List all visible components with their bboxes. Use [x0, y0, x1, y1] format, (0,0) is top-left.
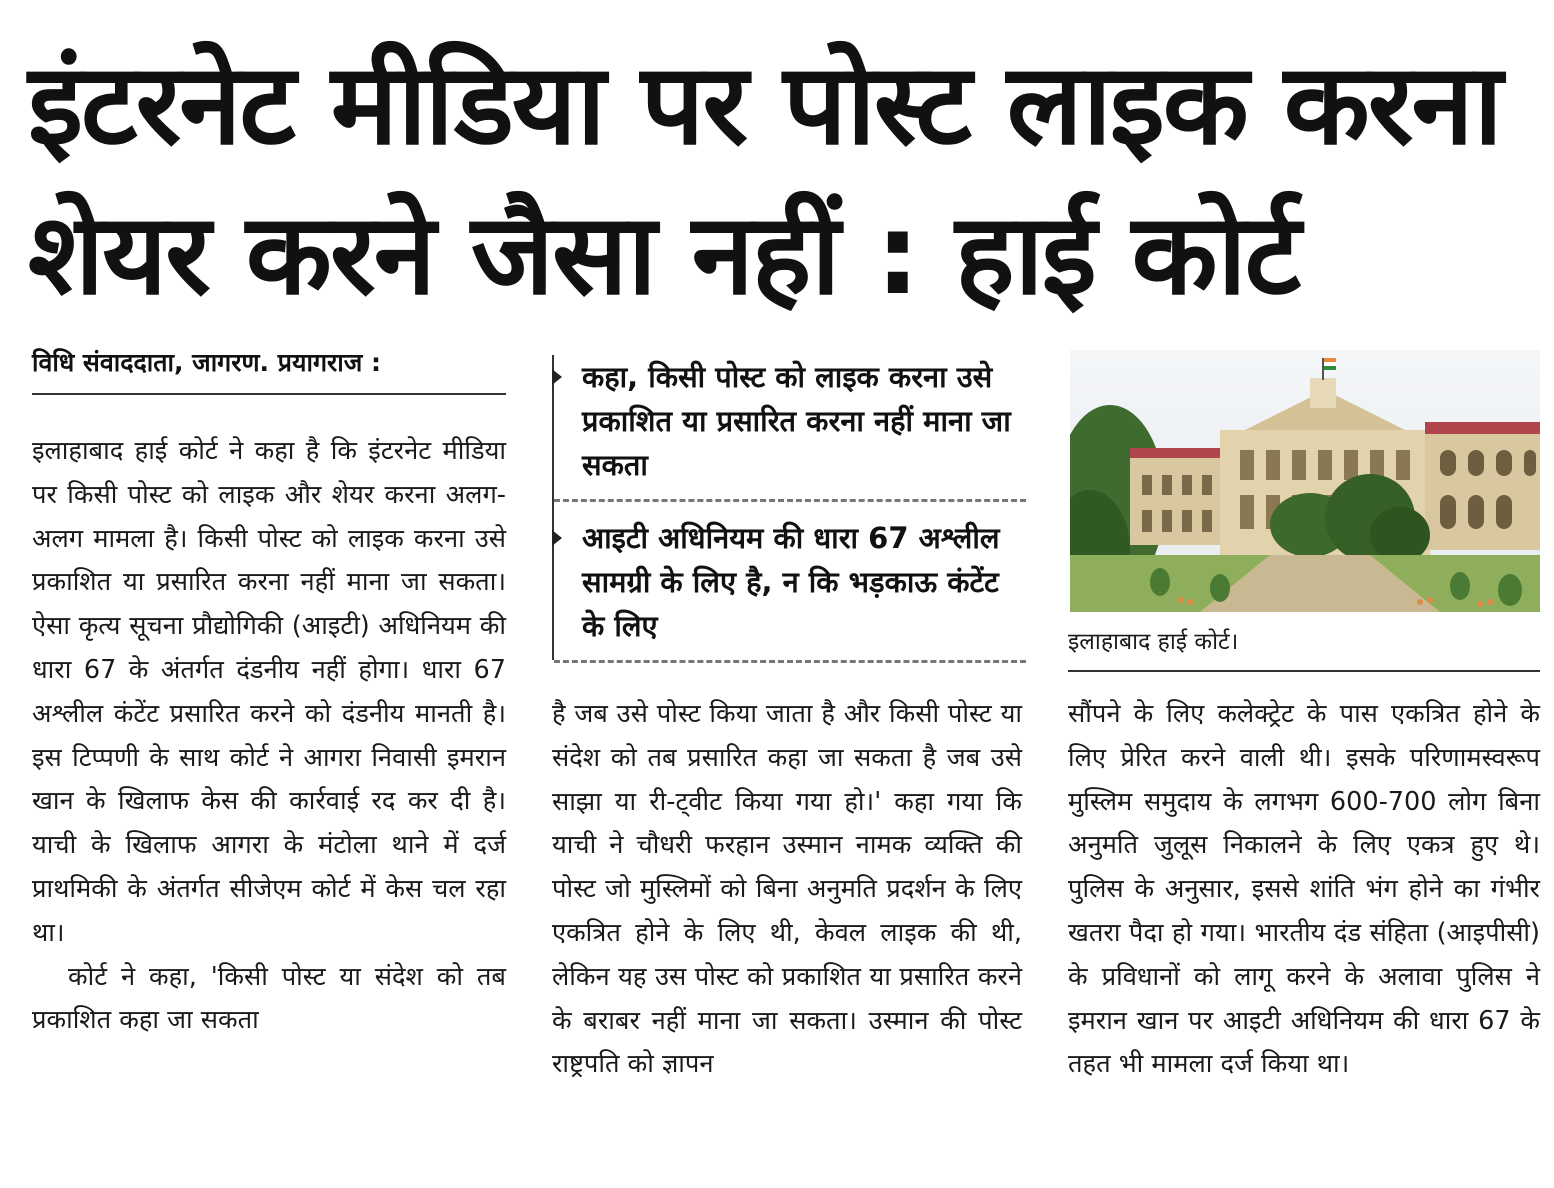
byline: विधि संवाददाता, जागरण. प्रयागराज :	[32, 345, 506, 395]
highlight-item	[554, 355, 1026, 502]
highlight-text: कहा, किसी पोस्ट को लाइक करना उसे प्रकाशित या प्रसारित करना नहीं माना जा सकता	[582, 360, 1011, 482]
headline-line-2: शेयर करने जैसा नहीं : हाई कोर्ट	[28, 190, 1300, 320]
article-column-3	[1068, 693, 1540, 1087]
article-paragraph: कोर्ट ने कहा, 'किसी पोस्ट या संदेश को तब प्रकाशित कहा जा सकता	[32, 961, 506, 1036]
headline	[28, 30, 1538, 330]
article-paragraph: इलाहाबाद हाई कोर्ट ने कहा है कि इंटरनेट मीडिया पर किसी पोस्ट को लाइक और शेयर करना अलग-अलग मामला है। किसी पोस्ट को लाइक करना उसे प्रकाशित या प्रसारित करना नहीं माना जा सकता। ऐसा कृत्य सूचना प्रौद्योगिकी (आइटी) अधिनियम की धारा 67 के अंतर्गत दंडनीय नहीं होगा। धारा 67 अश्लील कंटेंट प्रसारित करने को दंडनीय मानती है। इस टिप्पणी के साथ कोर्ट ने आगरा निवासी इमरान खान के खिलाफ केस की कार्रवाई रद कर दी है। याची के खिलाफ आगरा के मंटोला थाने में दर्ज प्राथमिकी के अंतर्गत सीजेएम कोर्ट में केस चल रहा था।	[32, 436, 506, 948]
article-column-2	[552, 693, 1022, 1087]
highlight-item	[554, 516, 1026, 663]
highlights-box	[552, 355, 1026, 660]
article-paragraph: है जब उसे पोस्ट किया जाता है और किसी पोस्ट या संदेश को तब प्रसारित कहा जा सकता है जब उसे साझा या री-ट्वीट किया गया हो।' कहा गया कि याची ने चौधरी फरहान उस्मान नामक व्यक्ति की पोस्ट जो मुस्लिमों को बिना अनुमति प्रदर्शन के लिए एकत्रित होने के लिए थी, केवल लाइक की थी, लेकिन यह उस पोस्ट को प्रकाशित या प्रसारित करने के बराबर नहीं माना जा सकता। उस्मान की पोस्ट राष्ट्रपति को ज्ञापन	[552, 699, 1022, 1080]
court-building-illustration	[1070, 350, 1540, 612]
bullet-arrow-icon	[552, 530, 562, 546]
article-paragraph: सौंपने के लिए कलेक्ट्रेट के पास एकत्रित होने के लिए प्रेरित करने वाली थी। इसके परिणामस्वरूप मुस्लिम समुदाय के लगभग 600-700 लोग बिना अनुमति जुलूस निकालने के लिए एकत्र हुए थे। पुलिस के अनुसार, इससे शांति भंग होने का गंभीर खतरा पैदा हो गया। भारतीय दंड संहिता (आइपीसी) के प्रविधानों को लागू करने के अलावा पुलिस ने इमरान खान पर आइटी अधिनियम की धारा 67 के तहत भी मामला दर्ज किया था।	[1068, 699, 1540, 1080]
court-building-photo	[1070, 350, 1540, 612]
bullet-arrow-icon	[552, 369, 562, 385]
photo-caption: इलाहाबाद हाई कोर्ट।	[1068, 624, 1540, 672]
highlight-text: आइटी अधिनियम की धारा 67 अश्लील सामग्री के लिए है, न कि भड़काऊ कंटेंट के लिए	[582, 521, 1000, 643]
headline-line-1: इंटरनेट मीडिया पर पोस्ट लाइक करना	[28, 40, 1501, 170]
article-column-1	[32, 430, 506, 1043]
